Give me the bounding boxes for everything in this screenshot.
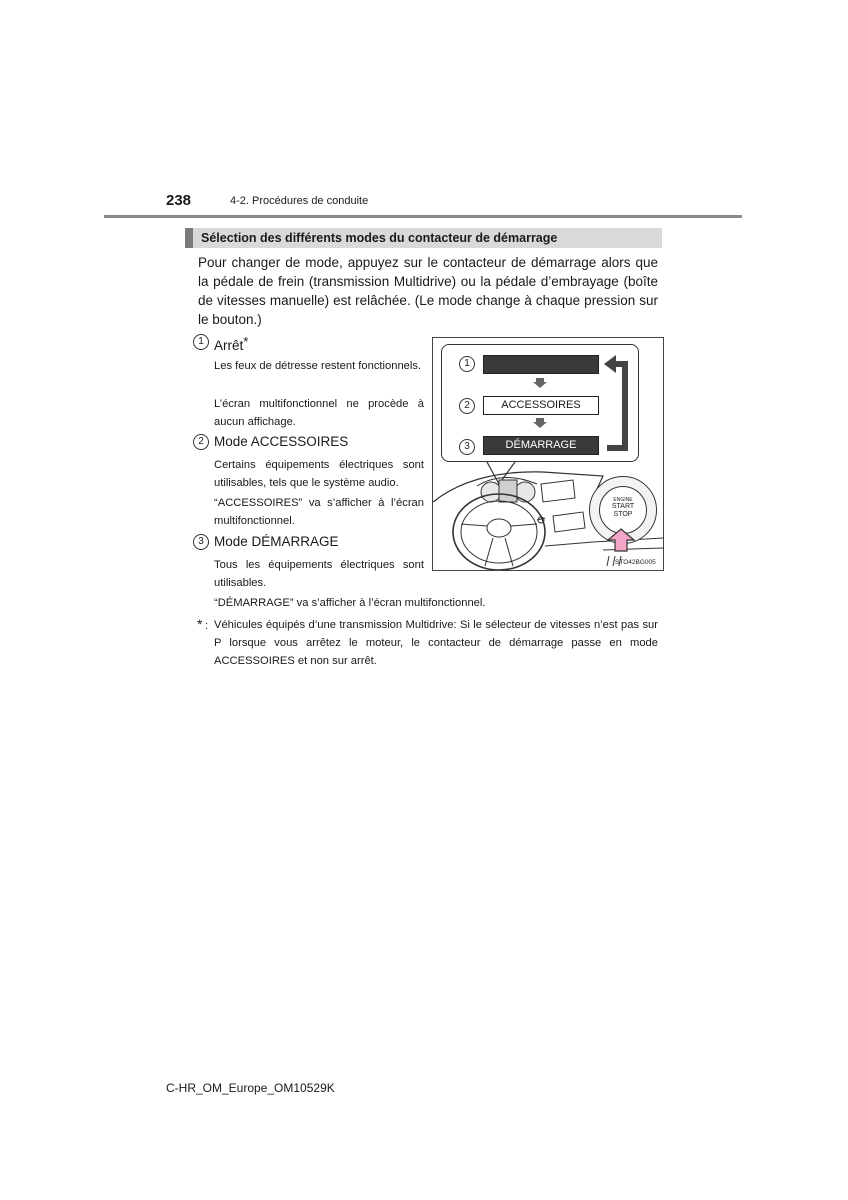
- item-title-3: Mode DÉMARRAGE: [214, 534, 339, 549]
- button-label-stop: STOP: [613, 511, 633, 518]
- item-title-1: Arrêt*: [214, 334, 249, 353]
- item-text-3a: Tous les équipements électriques sont utilisables.: [214, 559, 424, 589]
- press-arrow-icon: [606, 528, 636, 552]
- item-text-3b: “DÉMARRAGE” va s’afficher à l’écran multifonctionnel.: [214, 597, 486, 609]
- item-number-1: 1: [193, 334, 209, 350]
- item-number-2: 2: [193, 434, 209, 450]
- item-text-2b: “ACCESSOIRES” va s’afficher à l’écran multifonctionnel.: [214, 497, 424, 527]
- intro-paragraph: Pour changer de mode, appuyez sur le contacteur de démarrage alors que la pédale de frein (transmission Multidrive) ou la pédale d’embrayage (boîte de vitesses manuelle) est relâchée. (Le mode change à chaque pression sur le bouton.): [198, 255, 658, 327]
- fig-number-3: 3: [459, 439, 475, 455]
- down-arrow-icon: [533, 418, 547, 428]
- header-rule: [104, 215, 742, 218]
- fig-number-1: 1: [459, 356, 475, 372]
- footnote-asterisk: *: [197, 616, 203, 632]
- footnote-marker: *: [243, 334, 249, 349]
- item-title-2: Mode ACCESSOIRES: [214, 434, 349, 449]
- section-title: 4-2. Procédures de conduite: [230, 195, 369, 207]
- footnote-text: Véhicules équipés d’une transmission Multidrive: Si le sélecteur de vitesses n’est pas sur P lorsque vous arrêtez le moteur, le contacteur de démarrage passe en mode ACCESSOIRES et non sur arrêt.: [214, 619, 658, 667]
- figure-code: STO42BG005: [615, 559, 656, 566]
- subsection-heading: [185, 228, 662, 248]
- page-number: 238: [166, 192, 192, 209]
- item-text-1b: L’écran multifonctionnel ne procède à aucun affichage.: [214, 398, 424, 428]
- down-arrow-icon: [533, 378, 547, 388]
- item-number-3: 3: [193, 534, 209, 550]
- item-text-2a: Certains équipements électriques sont utilisables, tels que le système audio.: [214, 459, 424, 489]
- cycle-arrow-icon: [601, 352, 635, 456]
- display-demarrage: DÉMARRAGE: [483, 436, 599, 455]
- start-stop-button: [599, 486, 647, 534]
- display-accessoires: ACCESSOIRES: [483, 396, 599, 415]
- mode-illustration: [432, 337, 664, 571]
- button-label-start: START: [611, 503, 635, 510]
- display-off: [483, 355, 599, 374]
- subsection-heading-text: Sélection des différents modes du contacteur de démarrage: [201, 231, 558, 245]
- document-code: C-HR_OM_Europe_OM10529K: [166, 1081, 335, 1095]
- footnote-colon: :: [205, 620, 209, 632]
- button-label-engine: ENGINE: [613, 497, 633, 503]
- item-text-1a: Les feux de détresse restent fonctionnels.: [214, 360, 422, 372]
- fig-number-2: 2: [459, 398, 475, 414]
